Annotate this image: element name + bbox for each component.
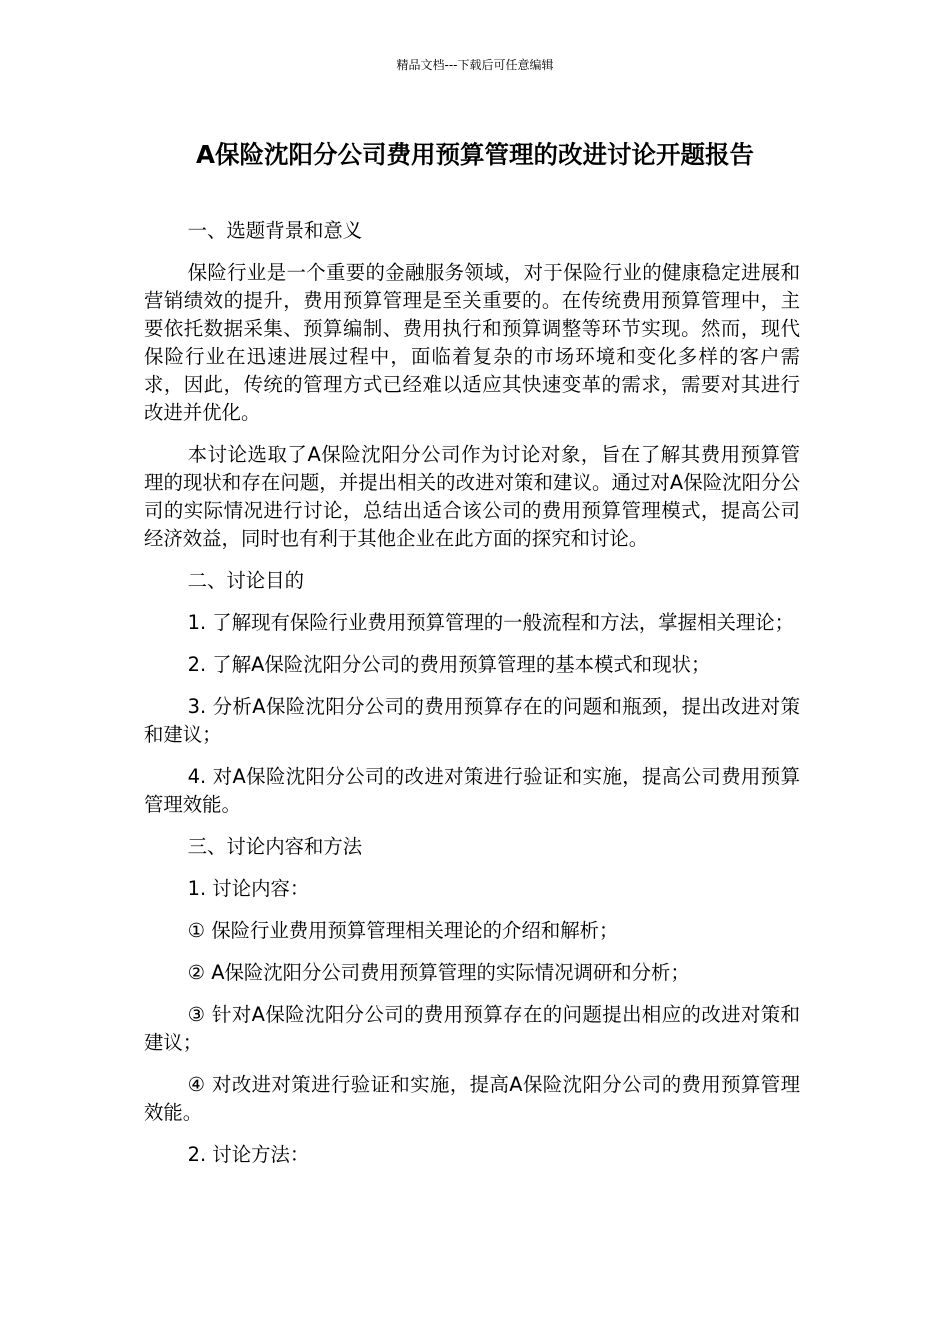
document-body [144,217,800,1183]
section-heading-background: 一、选题背景和意义 [187,219,363,242]
page-header-watermark: 精品文档---下载后可任意编辑 [396,58,554,72]
content-item-1: ① 保险行业费用预算管理相关理论的介绍和解析； [187,919,619,942]
paragraph-background: 保险行业是一个重要的金融服务领域，对于保险行业的健康稳定进展和营销绩效的提升，费用预算管理是至关重要的。在传统费用预算管理中，主要依托数据采集、预算编制、费用执行和预算调整等环节实现。然而，现代保险行业在迅速进展过程中，面临着复杂的市场环境和变化多样的客户需求，因此，传统的管理方式已经难以适应其快速变革的需求，需要对其进行改进并优化。 [144,261,800,424]
content-item-4: ④ 对改进对策进行验证和实施，提高A保险沈阳分公司的费用预算管理效能。 [144,1073,800,1124]
objective-item-4: 4. 对A保险沈阳分公司的改进对策进行验证和实施，提高公司费用预算管理效能。 [144,765,800,816]
objective-item-1: 1. 了解现有保险行业费用预算管理的一般流程和方法，掌握相关理论； [187,611,795,634]
section-heading-objectives: 二、讨论目的 [187,569,304,592]
paragraph-research-subject: 本讨论选取了A保险沈阳分公司作为讨论对象，旨在了解其费用预算管理的现状和存在问题，并提出相关的改进对策和建议。通过对A保险沈阳分公司的实际情况进行讨论，总结出适合该公司的费用预算管理模式，提高公司经济效益，同时也有利于其他企业在此方面的探究和讨论。 [144,443,800,550]
subheading-research-content: 1. 讨论内容： [187,877,310,900]
document-title: A保险沈阳分公司费用预算管理的改进讨论开题报告 [196,140,754,169]
subheading-research-methods: 2. 讨论方法： [187,1143,310,1166]
content-item-3: ③ 针对A保险沈阳分公司的费用预算存在的问题提出相应的改进对策和建议； [144,1003,800,1054]
section-heading-content-methods: 三、讨论内容和方法 [187,835,363,858]
objective-item-3: 3. 分析A保险沈阳分公司的费用预算存在的问题和瓶颈，提出改进对策和建议； [144,695,800,746]
objective-item-2: 2. 了解A保险沈阳分公司的费用预算管理的基本模式和现状； [187,653,711,676]
content-item-2: ② A保险沈阳分公司费用预算管理的实际情况调研和分析； [187,961,690,984]
